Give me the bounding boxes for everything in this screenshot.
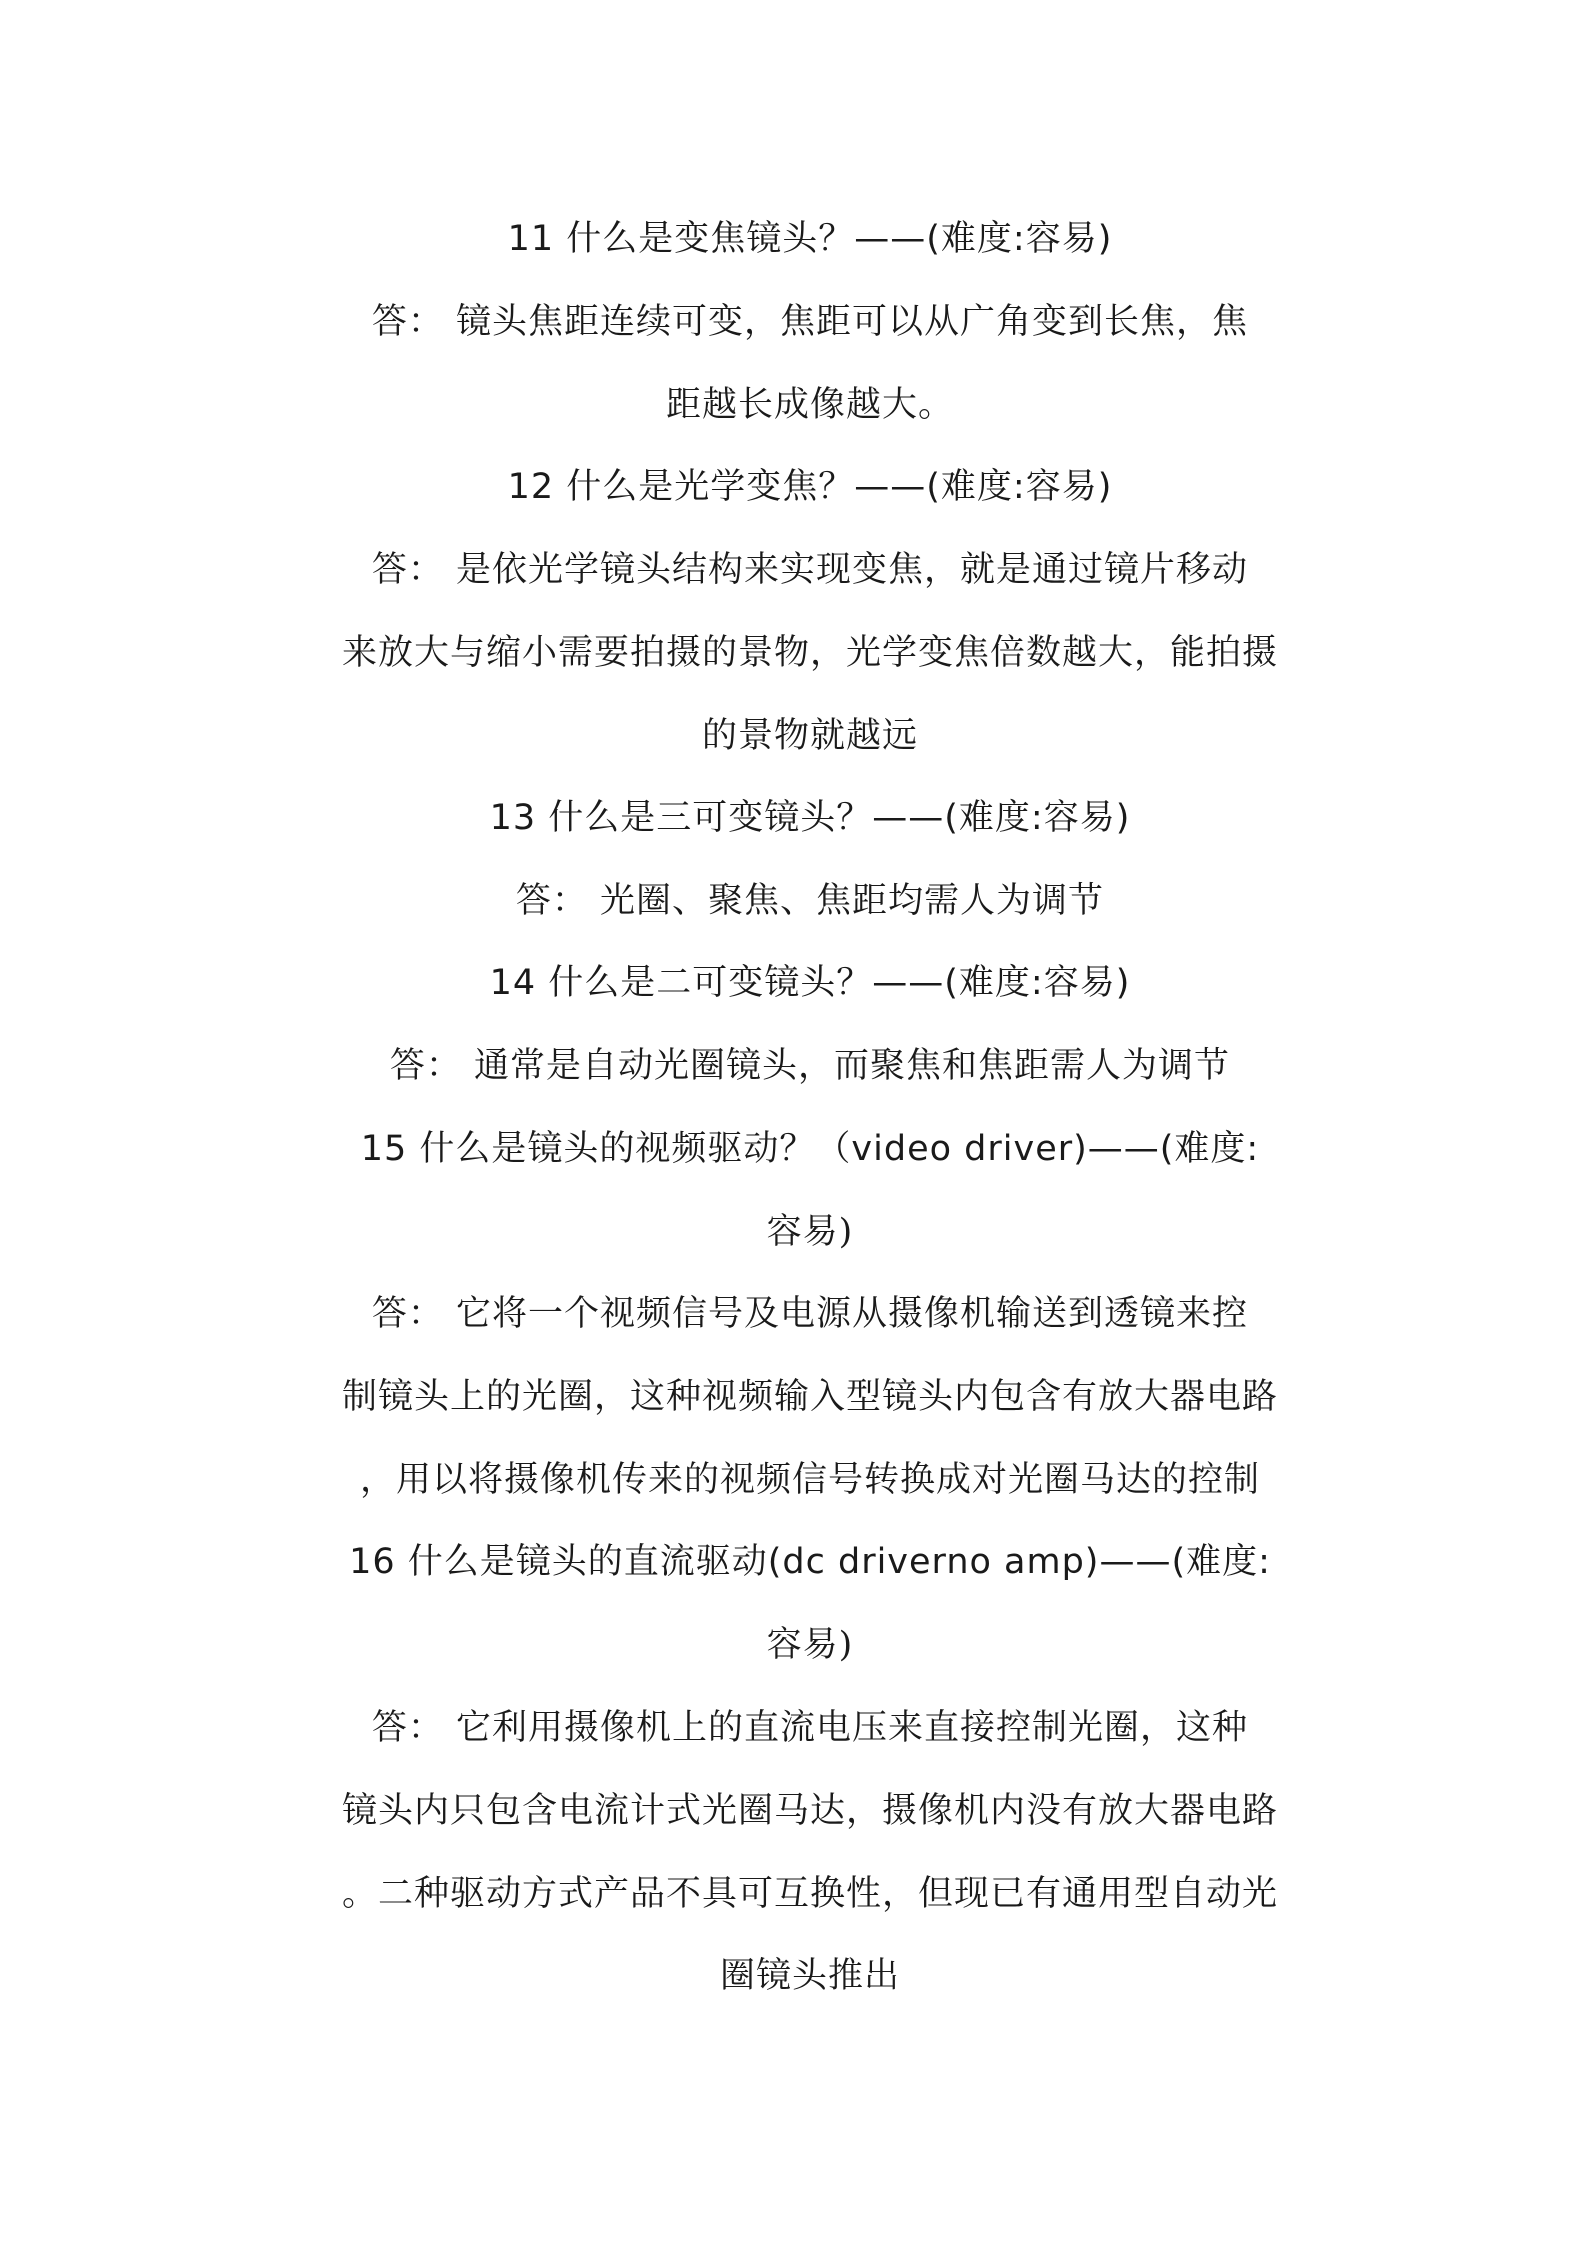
answer-16-line-2: 镜头内只包含电流计式光圈马达，摄像机内没有放大器电路	[341, 1791, 1278, 1831]
answer-12-line-3: 的景物就越远	[701, 716, 918, 756]
answer-11-line-2: 距越长成像越大。	[665, 385, 954, 425]
question-16-line-2: 容易)	[766, 1625, 854, 1665]
question-16-line-1: 16 什么是镜头的直流驱动(dc driverno amp)——(难度:	[349, 1542, 1271, 1582]
question-11: 11 什么是变焦镜头？——(难度:容易)	[507, 219, 1113, 259]
question-15-line-1: 15 什么是镜头的视频驱动？（video driver)——(难度:	[360, 1129, 1260, 1169]
question-12: 12 什么是光学变焦？——(难度:容易)	[507, 467, 1113, 507]
answer-12-line-2: 来放大与缩小需要拍摄的景物，光学变焦倍数越大，能拍摄	[341, 633, 1278, 673]
question-15-line-2: 容易)	[766, 1212, 854, 1252]
answer-15-line-3: ，用以将摄像机传来的视频信号转换成对光圈马达的控制	[359, 1460, 1260, 1500]
answer-12-line-1: 答： 是依光学镜头结构来实现变焦，就是通过镜片移动	[371, 550, 1249, 590]
answer-16-line-1: 答： 它利用摄像机上的直流电压来直接控制光圈，这种	[371, 1708, 1249, 1748]
answer-14-line-1: 答： 通常是自动光圈镜头，而聚焦和焦距需人为调节	[389, 1046, 1231, 1086]
question-14: 14 什么是二可变镜头？——(难度:容易)	[489, 963, 1131, 1003]
answer-13-line-1: 答： 光圈、聚焦、焦距均需人为调节	[515, 881, 1105, 921]
answer-15-line-1: 答： 它将一个视频信号及电源从摄像机输送到透镜来控	[371, 1294, 1249, 1334]
answer-16-line-4: 圈镜头推出	[719, 1956, 900, 1996]
question-13: 13 什么是三可变镜头？——(难度:容易)	[489, 798, 1131, 838]
answer-15-line-2: 制镜头上的光圈，这种视频输入型镜头内包含有放大器电路	[341, 1377, 1278, 1417]
answer-11-line-1: 答： 镜头焦距连续可变，焦距可以从广角变到长焦，焦	[371, 302, 1249, 342]
answer-16-line-3: 。二种驱动方式产品不具可互换性，但现已有通用型自动光	[341, 1874, 1278, 1914]
